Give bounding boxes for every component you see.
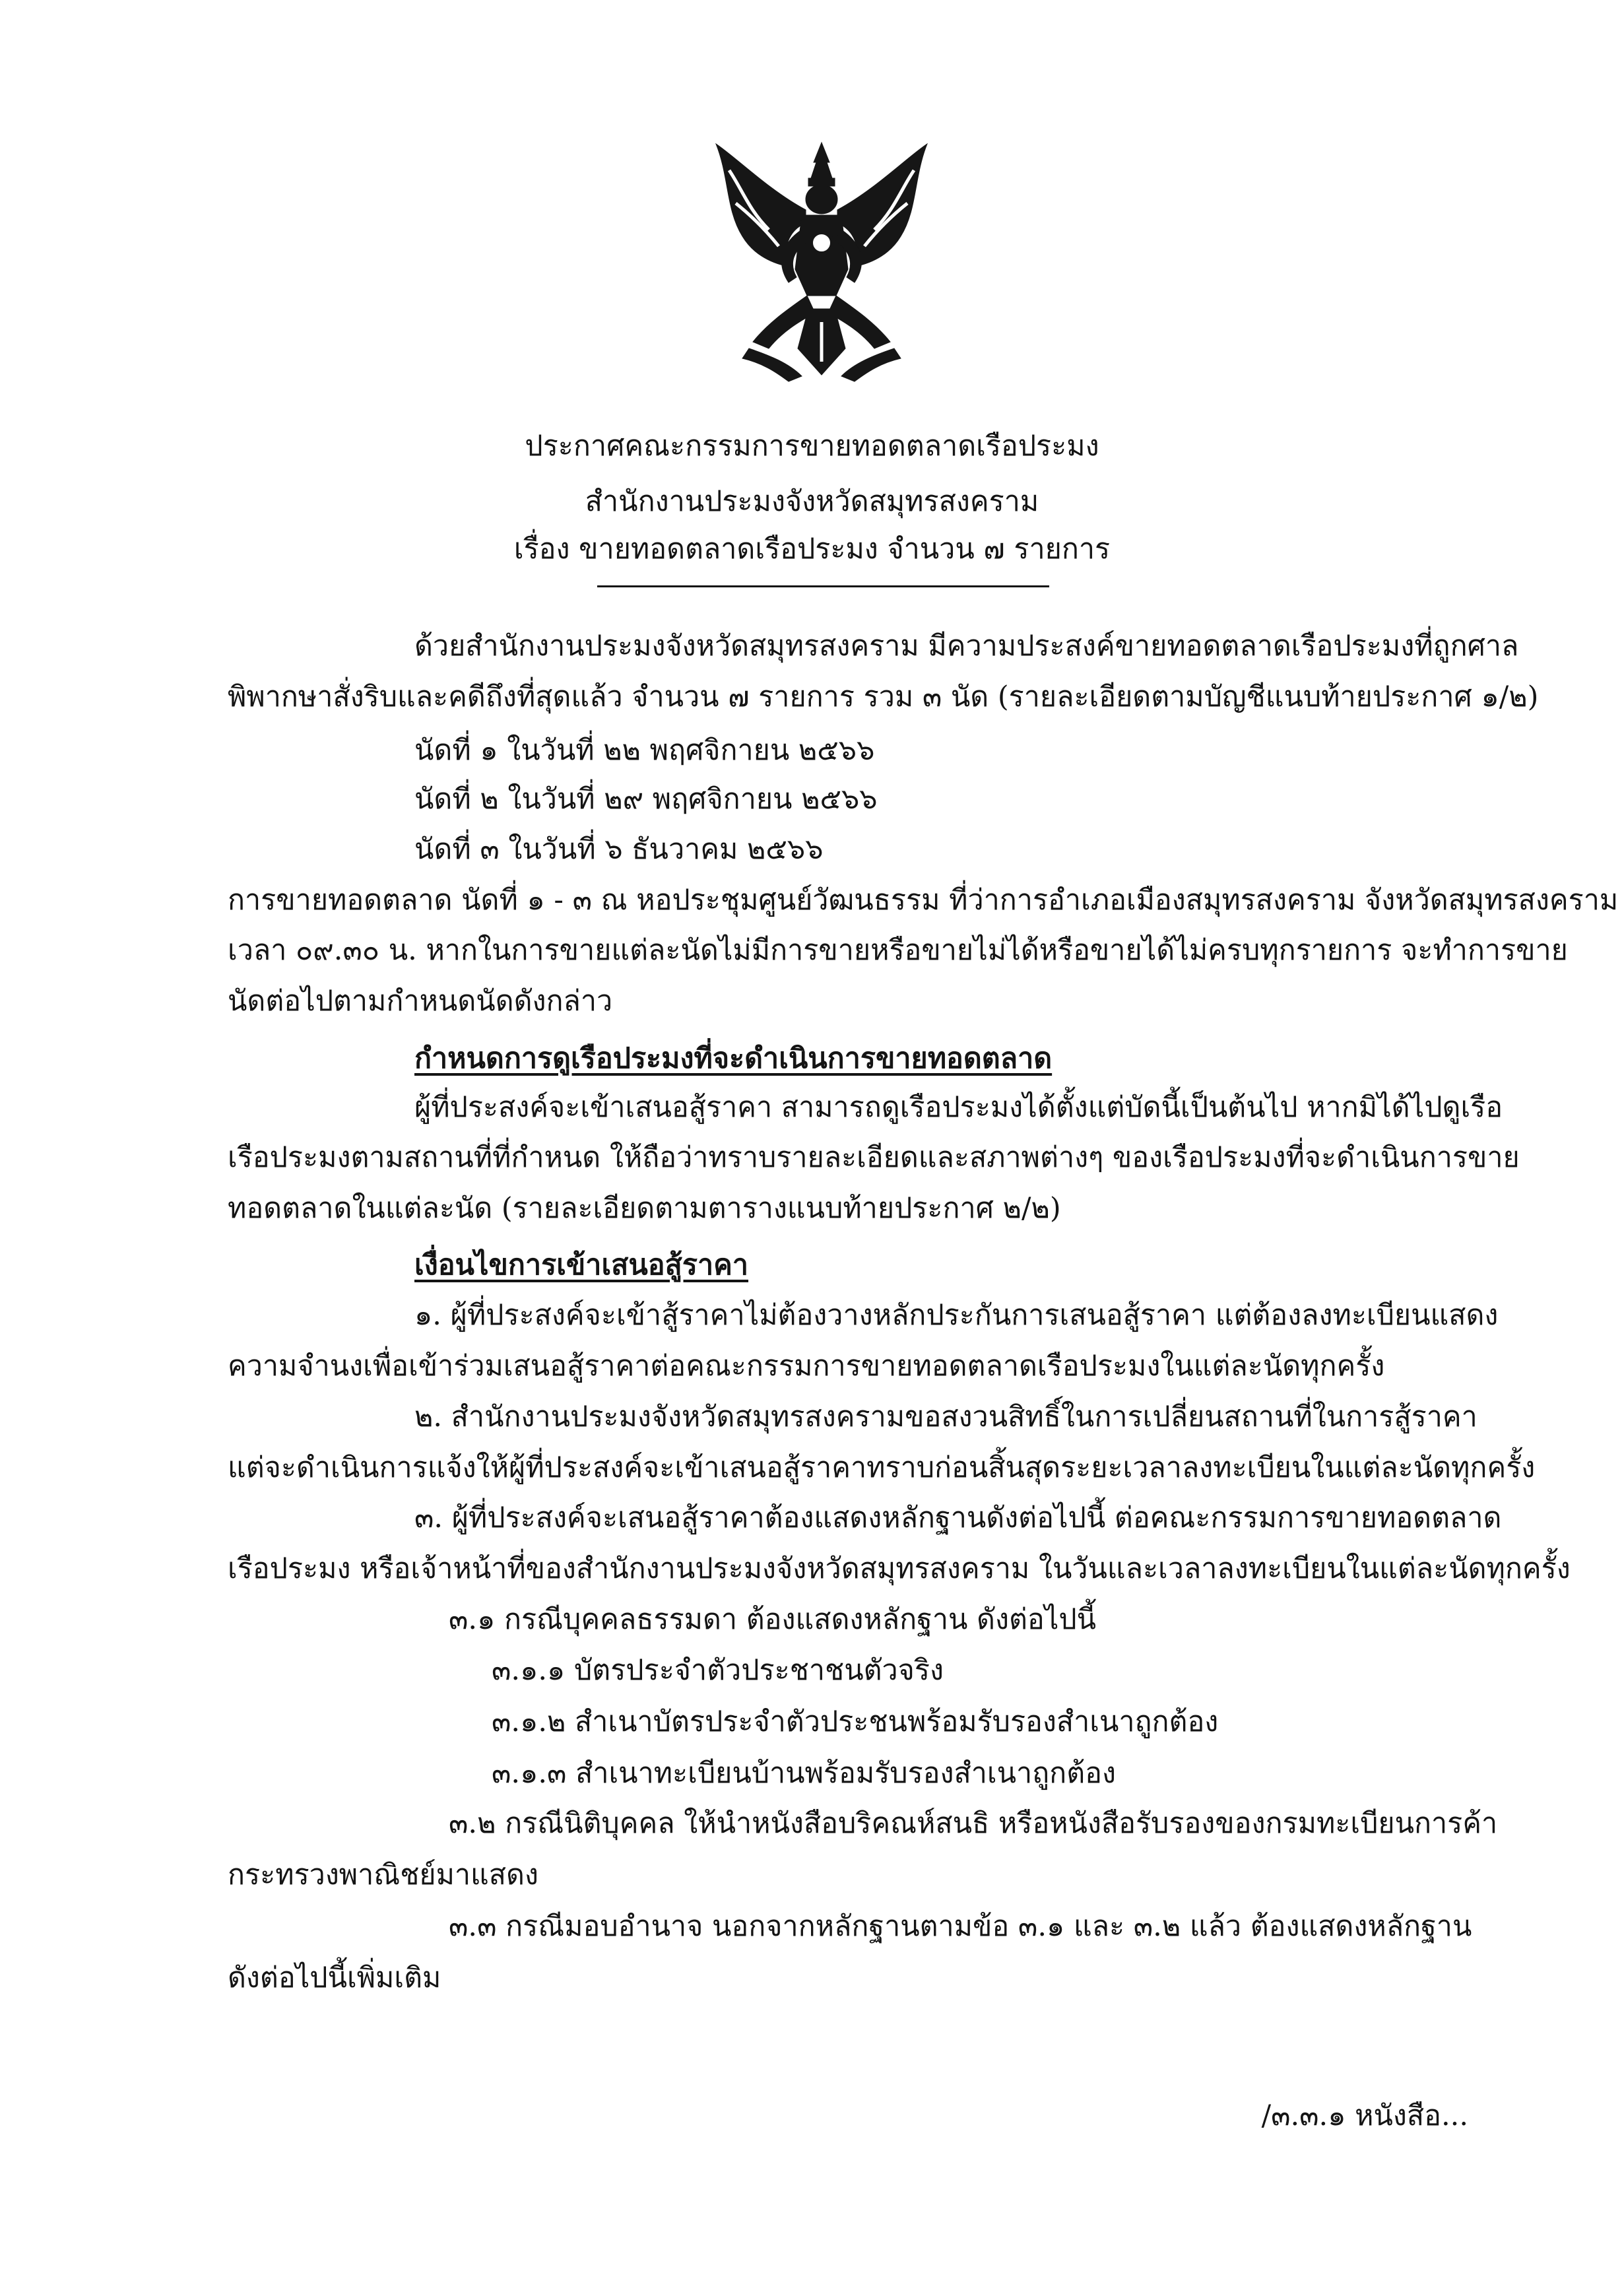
intro-line-2: พิพากษาสั่งริบและคดีถึงที่สุดแล้ว จำนวน ๗ รายการ รวม ๓ นัด (รายละเอียดตามบัญชีแนบท้ายประกาศ ๑/๒) <box>228 680 1539 713</box>
venue-line-1: การขายทอดตลาด นัดที่ ๑ - ๓ ณ หอประชุมศูนย์วัฒนธรรม ที่ว่าการอำเภอเมืองสมุทรสงคราม จังหวัดสมุทรสงคราม <box>228 884 1619 917</box>
condition-3-line-1: ๓. ผู้ที่ประสงค์จะเสนอสู้ราคาต้องแสดงหลักฐานดังต่อไปนี้ ต่อคณะกรรมการขายทอดตลาด <box>414 1501 1502 1534</box>
condition-2-line-1: ๒. สำนักงานประมงจังหวัดสมุทรสงครามขอสงวนสิทธิ์ในการเปลี่ยนสถานที่ในการสู้ราคา <box>414 1400 1478 1433</box>
condition-3-1-2: ๓.๑.๒ สำเนาบัตรประจำตัวประชนพร้อมรับรองสำเนาถูกต้อง <box>492 1705 1219 1738</box>
venue-line-3: นัดต่อไปตามกำหนดนัดดังกล่าว <box>228 985 613 1018</box>
title-line-2: สำนักงานประมงจังหวัดสมุทรสงคราม <box>585 485 1039 518</box>
condition-2-line-2: แต่จะดำเนินการแจ้งให้ผู้ที่ประสงค์จะเข้าเสนอสู้ราคาทราบก่อนสิ้นสุดระยะเวลาลงทะเบียนในแต่ละนัดทุกครั้ง <box>228 1451 1536 1484</box>
condition-1-line-2: ความจำนงเพื่อเข้าร่วมเสนอสู้ราคาต่อคณะกรรมการขายทอดตลาดเรือประมงในแต่ละนัดทุกครั้ง <box>228 1350 1385 1383</box>
condition-3-1-3: ๓.๑.๓ สำเนาทะเบียนบ้านพร้อมรับรองสำเนาถูกต้อง <box>492 1757 1116 1790</box>
title-line-3: เรื่อง ขายทอดตลาดเรือประมง จำนวน ๗ รายการ <box>513 533 1111 566</box>
condition-3-2-line-2: กระทรวงพาณิชย์มาแสดง <box>228 1858 538 1891</box>
session-1: นัดที่ ๑ ในวันที่ ๒๒ พฤศจิกายน ๒๕๖๖ <box>414 734 875 767</box>
venue-line-2: เวลา ๐๙.๓๐ น. หากในการขายแต่ละนัดไม่มีการขายหรือขายไม่ได้หรือขายได้ไม่ครบทุกรายการ จะทำการขาย <box>228 934 1568 967</box>
page-continuation: /๓.๓.๑ หนังสือ... <box>1261 2099 1468 2132</box>
inspection-line-3: ทอดตลาดในแต่ละนัด (รายละเอียดตามตารางแนบท้ายประกาศ ๒/๒) <box>228 1192 1061 1225</box>
inspection-line-2: เรือประมงตามสถานที่ที่กำหนด ให้ถือว่าทราบรายละเอียดและสภาพต่างๆ ของเรือประมงที่จะดำเนินการขาย <box>228 1141 1520 1174</box>
condition-3-2-line-1: ๓.๒ กรณีนิติบุคคล ให้นำหนังสือบริคณห์สนธิ หรือหนังสือรับรองของกรมทะเบียนการค้า <box>449 1807 1498 1840</box>
condition-3-1: ๓.๑ กรณีบุคคลธรรมดา ต้องแสดงหลักฐาน ดังต่อไปนี้ <box>449 1603 1097 1636</box>
session-3: นัดที่ ๓ ในวันที่ ๖ ธันวาคม ๒๕๖๖ <box>414 833 824 866</box>
condition-3-line-2: เรือประมง หรือเจ้าหน้าที่ของสำนักงานประมงจังหวัดสมุทรสงคราม ในวันและเวลาลงทะเบียนในแต่ละนัดทุกครั้ง <box>228 1552 1571 1585</box>
condition-3-3-line-2: ดังต่อไปนี้เพิ่มเติม <box>228 1961 441 1994</box>
title-line-1: ประกาศคณะกรรมการขายทอดตลาดเรือประมง <box>525 430 1099 463</box>
conditions-heading: เงื่อนไขการเข้าเสนอสู้ราคา <box>414 1249 749 1282</box>
session-2: นัดที่ ๒ ในวันที่ ๒๙ พฤศจิกายน ๒๕๖๖ <box>414 783 878 816</box>
condition-3-3-line-1: ๓.๓ กรณีมอบอำนาจ นอกจากหลักฐานตามข้อ ๓.๑ และ ๓.๒ แล้ว ต้องแสดงหลักฐาน <box>449 1910 1472 1943</box>
title-underline <box>597 585 1049 587</box>
inspection-heading: กำหนดการดูเรือประมงที่จะดำเนินการขายทอดตลาด <box>414 1042 1053 1075</box>
condition-3-1-1: ๓.๑.๑ บัตรประจำตัวประชาชนตัวจริง <box>492 1654 944 1687</box>
intro-line-1: ด้วยสำนักงานประมงจังหวัดสมุทรสงคราม มีความประสงค์ขายทอดตลาดเรือประมงที่ถูกศาล <box>414 630 1519 663</box>
inspection-line-1: ผู้ที่ประสงค์จะเข้าเสนอสู้ราคา สามารถดูเรือประมงได้ตั้งแต่บัดนี้เป็นต้นไป หากมิได้ไปดูเรือ <box>414 1091 1503 1124</box>
garuda-emblem-icon <box>690 131 954 395</box>
condition-1-line-1: ๑. ผู้ที่ประสงค์จะเข้าสู้ราคาไม่ต้องวางหลักประกันการเสนอสู้ราคา แต่ต้องลงทะเบียนแสดง <box>414 1299 1499 1332</box>
